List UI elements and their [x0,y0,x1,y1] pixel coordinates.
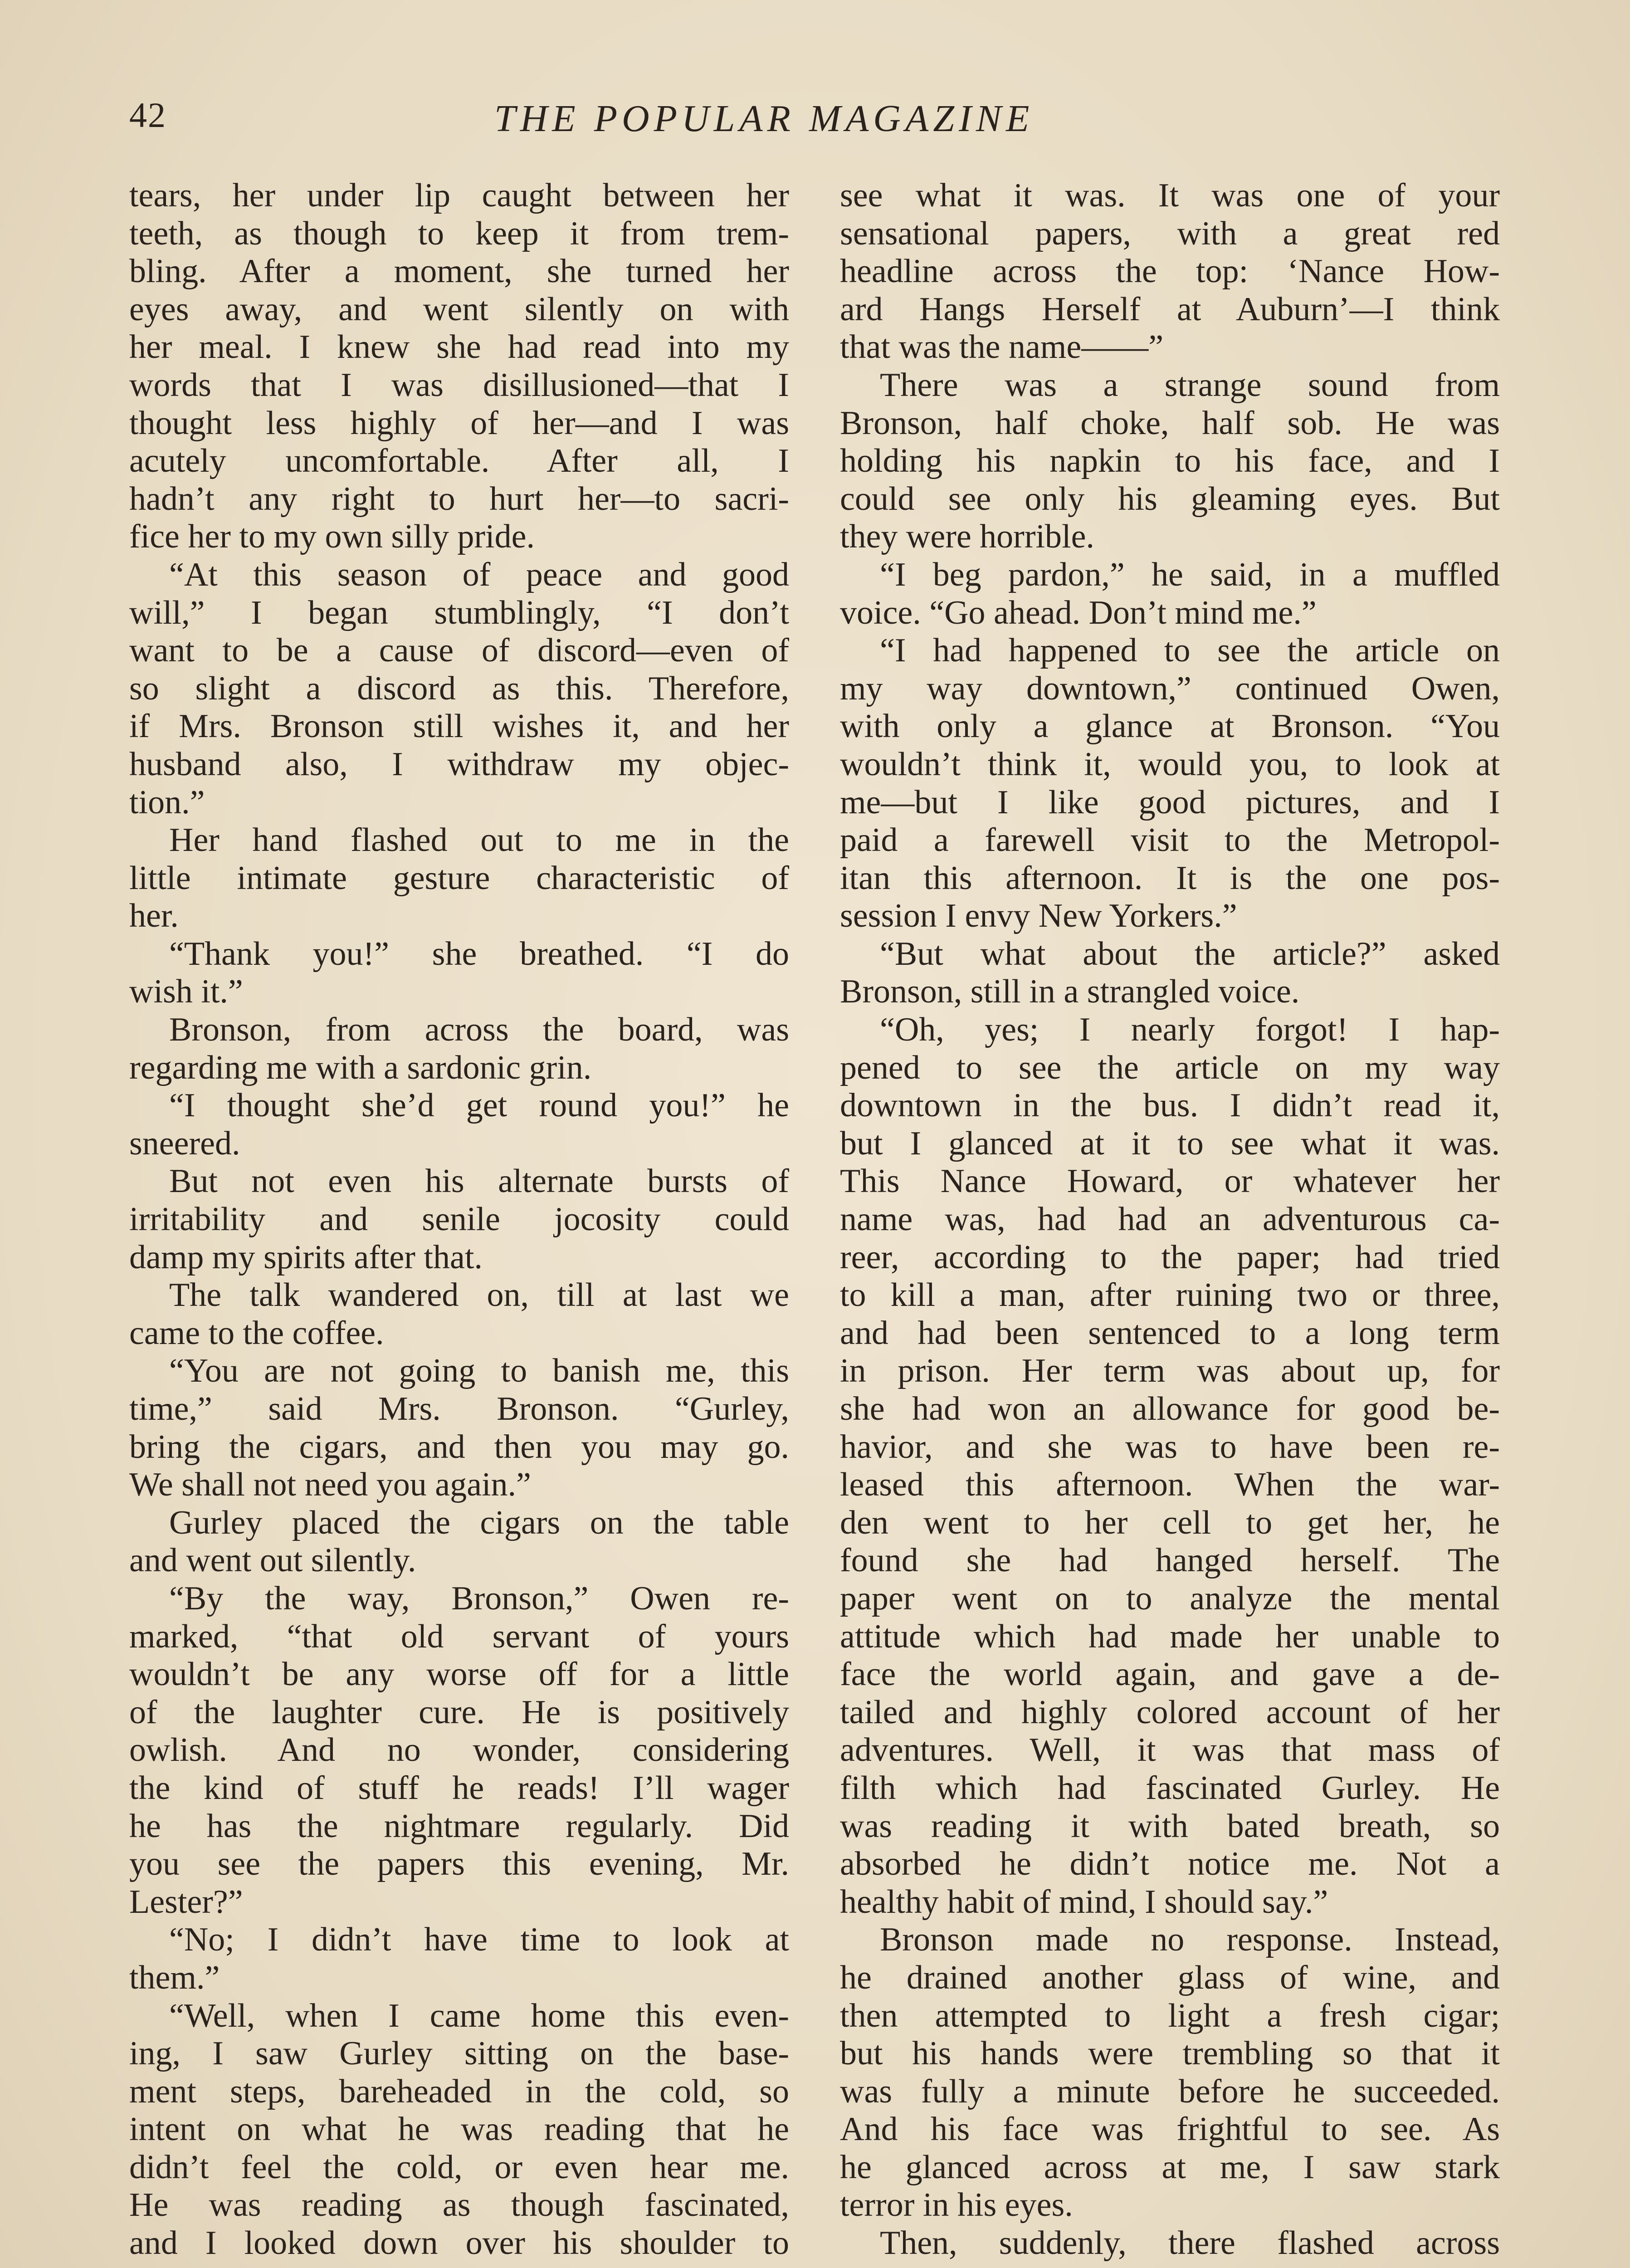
text-line: to kill a man, after ruining two or three, [840,1276,1500,1314]
text-line: in prison. Her term was about up, for [840,1352,1500,1390]
text-line: time,” said Mrs. Bronson. “Gurley, [129,1390,789,1427]
text-line: reer, according to the paper; had tried [840,1238,1500,1276]
text-line: name was, had had an adventurous ca- [840,1201,1500,1238]
text-line: wish it.” [129,973,243,1011]
text-line: bling. After a moment, she turned her [129,253,789,290]
text-line: Lester?” [129,1883,243,1921]
text-line: if Mrs. Bronson still wishes it, and her [129,708,789,745]
text-line: attitude which had made her unable to [840,1618,1500,1655]
text-line: And his face was frightful to see. As [840,2111,1500,2148]
text-line: “You are not going to banish me, this [169,1352,789,1390]
text-line: came to the coffee. [129,1314,384,1352]
text-line: he has the nightmare regularly. Did [129,1807,789,1845]
text-line: was fully a minute before he succeeded. [840,2072,1500,2110]
text-line: see what it was. It was one of your [840,177,1500,214]
text-line: tears, her under lip caught between her [129,177,789,214]
text-line: holding his napkin to his face, and I [840,442,1500,480]
text-line: itan this afternoon. It is the one pos- [840,859,1500,897]
text-line: paid a farewell visit to the Metropol- [840,821,1500,859]
text-line: her meal. I knew she had read into my [129,328,789,366]
text-line: But not even his alternate bursts of [169,1163,789,1200]
text-line: Bronson made no response. Instead, [880,1921,1500,1959]
text-line: and went out silently. [129,1542,416,1579]
text-line: downtown in the bus. I didn’t read it, [840,1087,1500,1124]
text-line: could see only his gleaming eyes. But [840,480,1500,518]
text-line: found she had hanged herself. The [840,1542,1500,1579]
text-line: paper went on to analyze the mental [840,1579,1500,1617]
text-line: We shall not need you again.” [129,1466,531,1504]
text-line: “But what about the article?” asked [880,935,1500,973]
text-line: wouldn’t think it, would you, to look at [840,745,1500,783]
text-line: ing, I saw Gurley sitting on the base- [129,2035,789,2072]
page-number: 42 [129,95,166,135]
text-line: “I beg pardon,” he said, in a muffled [880,556,1500,593]
text-line: thought less highly of her—and I was [129,404,789,442]
text-line: Bronson, half choke, half sob. He was [840,404,1500,442]
text-line: sensational papers, with a great red [840,215,1500,252]
text-line: was reading it with bated breath, so [840,1807,1500,1845]
text-line: healthy habit of mind, I should say.” [840,1883,1328,1921]
text-line: and I looked down over his shoulder to [129,2224,789,2262]
text-line: voice. “Go ahead. Don’t mind me.” [840,594,1317,631]
text-line: Gurley placed the cigars on the table [169,1504,789,1541]
text-line: bring the cigars, and then you may go. [129,1428,789,1466]
text-line: he drained another glass of wine, and [840,1959,1500,1996]
text-line: she had won an allowance for good be- [840,1390,1500,1427]
text-line: want to be a cause of discord—even of [129,632,789,670]
text-line: leased this afternoon. When the war- [840,1466,1500,1504]
text-line: them.” [129,1959,220,1996]
text-line: irritability and senile jocosity could [129,1201,789,1238]
text-line: then attempted to light a fresh cigar; [840,1997,1500,2034]
text-line: hadn’t any right to hurt her—to sacri- [129,480,789,518]
text-line: den went to her cell to get her, he [840,1504,1500,1541]
text-line: you see the papers this evening, Mr. [129,1845,789,1883]
text-line: “Oh, yes; I nearly forgot! I hap- [880,1011,1500,1049]
text-line: session I envy New Yorkers.” [840,897,1237,935]
text-line: Then, suddenly, there flashed across [880,2224,1500,2262]
text-line: me—but I like good pictures, and I [840,783,1500,821]
text-line: He was reading as though fascinated, [129,2186,789,2224]
text-line: that was the name——” [840,328,1164,366]
text-line: sneered. [129,1124,240,1162]
text-line: There was a strange sound from [880,366,1500,404]
text-line: headline across the top: ‘Nance How- [840,253,1500,290]
text-line: adventures. Well, it was that mass of [840,1731,1500,1769]
text-line: they were horrible. [840,518,1094,556]
text-line: ment steps, bareheaded in the cold, so [129,2072,789,2110]
text-line: my way downtown,” continued Owen, [840,670,1500,707]
text-line: marked, “that old servant of yours [129,1618,789,1655]
text-line: with only a glance at Bronson. “You [840,708,1500,745]
text-line: wouldn’t be any worse off for a little [129,1656,789,1693]
text-line: Her hand flashed out to me in the [169,821,789,859]
text-line: owlish. And no wonder, considering [129,1731,789,1769]
text-line: Bronson, from across the board, was [169,1011,789,1049]
text-line: and had been sentenced to a long term [840,1314,1500,1352]
text-line: tion.” [129,783,205,821]
text-line: “I thought she’d get round you!” he [169,1087,789,1124]
right-text-column [840,177,1500,2263]
text-line: tailed and highly colored account of her [840,1693,1500,1731]
text-line: husband also, I withdraw my objec- [129,745,789,783]
text-line: acutely uncomfortable. After all, I [129,442,789,480]
text-line: fice her to my own silly pride. [129,518,535,556]
text-line: This Nance Howard, or whatever her [840,1163,1500,1200]
text-line: terror in his eyes. [840,2186,1073,2224]
text-line: intent on what he was reading that he [129,2111,789,2148]
text-line: teeth, as though to keep it from trem- [129,215,789,252]
text-line: didn’t feel the cold, or even hear me. [129,2148,789,2186]
text-line: her. [129,897,179,935]
text-line: “No; I didn’t have time to look at [169,1921,789,1959]
text-line: “By the way, Bronson,” Owen re- [169,1579,789,1617]
text-line: little intimate gesture characteristic of [129,859,789,897]
text-line: Bronson, still in a strangled voice. [840,973,1300,1011]
text-line: “Thank you!” she breathed. “I do [169,935,789,973]
text-line: damp my spirits after that. [129,1238,483,1276]
text-line: eyes away, and went silently on with [129,290,789,328]
text-line: “Well, when I came home this even- [169,1997,789,2034]
text-line: The talk wandered on, till at last we [169,1276,789,1314]
text-line: but his hands were trembling so that it [840,2035,1500,2072]
text-line: regarding me with a sardonic grin. [129,1049,592,1086]
text-line: “I had happened to see the article on [880,632,1500,670]
text-line: filth which had fascinated Gurley. He [840,1769,1500,1807]
text-line: so slight a discord as this. Therefore, [129,670,789,707]
text-line: absorbed he didn’t notice me. Not a [840,1845,1500,1883]
text-line: pened to see the article on my way [840,1049,1500,1086]
text-line: words that I was disillusioned—that I [129,366,789,404]
text-line: will,” I began stumblingly, “I don’t [129,594,789,631]
text-line: but I glanced at it to see what it was. [840,1124,1500,1162]
text-line: he glanced across at me, I saw stark [840,2148,1500,2186]
text-line: ard Hangs Herself at Auburn’—I think [840,290,1500,328]
left-text-column [129,177,789,2263]
text-line: havior, and she was to have been re- [840,1428,1500,1466]
text-line: “At this season of peace and good [169,556,789,593]
text-line: of the laughter cure. He is positively [129,1693,789,1731]
text-line: face the world again, and gave a de- [840,1656,1500,1693]
running-head: THE POPULAR MAGAZINE [494,98,1034,140]
text-line: the kind of stuff he reads! I’ll wager [129,1769,789,1807]
